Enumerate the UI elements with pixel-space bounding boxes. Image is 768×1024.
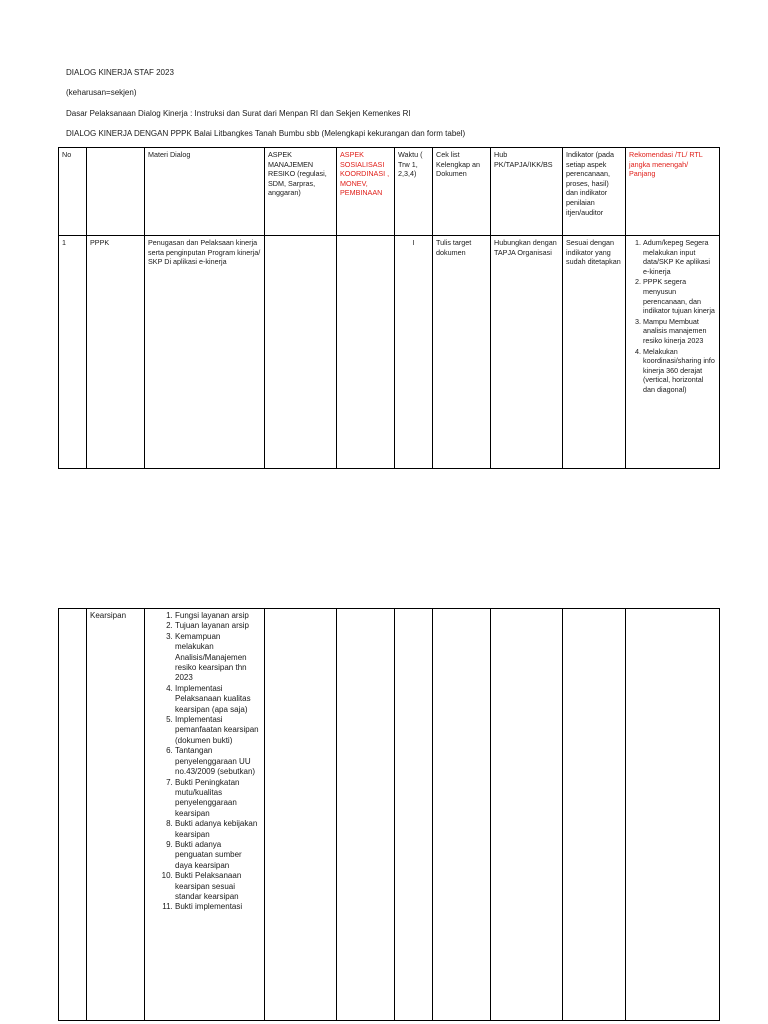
cell-hub: Hubungkan dengan TAPJA Organisasi [491, 236, 563, 469]
list-item: 6. Tantangan penyelenggaraan UU no.43/2009 (sebutkan) [175, 746, 261, 777]
cell-no [59, 609, 87, 1021]
list-item: 1. Fungsi layanan arsip [175, 611, 261, 621]
list-item: 4. Melakukan koordinasi/sharing info kinerja 360 derajat (vertical, horizontal dan diagonal) [643, 347, 716, 395]
kearsipan-list [148, 611, 261, 913]
list-item: 9. Bukti adanya penguatan sumber daya kearsipan [175, 840, 261, 871]
cell-materi [145, 609, 265, 1021]
cell-rekomendasi [626, 609, 720, 1021]
dialog-table [58, 147, 720, 469]
header-waktu: Waktu ( Trw 1, 2,3,4) [395, 148, 433, 236]
table-row [59, 609, 720, 1021]
cell-indikator: Sesuai dengan indikator yang sudah ditetapkan [563, 236, 626, 469]
rekomendasi-list [629, 238, 716, 395]
header-rekomendasi: Rekomendasi /TL/ RTL jangka menengah/ Panjang [626, 148, 720, 236]
list-item: 7. Bukti Peningkatan mutu/kualitas penyelenggaraan kearsipan [175, 778, 261, 820]
cell-no: 1 [59, 236, 87, 469]
header-materi: Materi Dialog [145, 148, 265, 236]
cell-sosialisasi [337, 236, 395, 469]
cell-ceklist [433, 609, 491, 1021]
list-item: 2. Tujuan layanan arsip [175, 621, 261, 631]
header-hub: Hub PK/TAPJA/IKK/BS [491, 148, 563, 236]
list-item: 3. Kemampuan melakukan Analisis/Manajemen resiko kearsipan thn 2023 [175, 632, 261, 684]
table-header-row [59, 148, 720, 236]
cell-materi: Penugasan dan Pelaksaan kinerja serta penginputan Program kinerja/ SKP Di aplikasi e-kinerja [145, 236, 265, 469]
cell-manajemen [265, 609, 337, 1021]
header-indikator: Indikator (pada setiap aspek perencanaan, proses, hasil) dan indikator penilaian itjen/auditor [563, 148, 626, 236]
table-row [59, 236, 720, 469]
list-item: 2. PPPK segera menyusun perencanaan, dan indikator tujuan kinerja [643, 277, 716, 315]
header-ceklist: Cek list Kelengkap an Dokumen [433, 148, 491, 236]
cell-manajemen [265, 236, 337, 469]
list-item: 3. Mampu Membuat analisis manajemen resiko kinerja 2023 [643, 317, 716, 346]
cell-waktu [395, 609, 433, 1021]
cell-rekomendasi [626, 236, 720, 469]
cell-unit: Kearsipan [87, 609, 145, 1021]
cell-ceklist: Tulis target dokumen [433, 236, 491, 469]
list-item: 1. Adum/kepeg Segera melakukan input data/SKP Ke aplikasi e-kinerja [643, 238, 716, 276]
doc-subtitle: (keharusan=sekjen) [66, 88, 137, 97]
cell-waktu: I [395, 236, 433, 469]
doc-basis: Dasar Pelaksanaan Dialog Kinerja : Instruksi dan Surat dari Menpan RI dan Sekjen Kemenkes RI [66, 109, 411, 118]
header-no: No [59, 148, 87, 236]
kearsipan-table [58, 608, 720, 1021]
cell-indikator [563, 609, 626, 1021]
list-item: 4. Implementasi Pelaksanaan kualitas kearsipan (apa saja) [175, 684, 261, 715]
list-item: 5. Implementasi pemanfaatan kearsipan (dokumen bukti) [175, 715, 261, 746]
header-manajemen: ASPEK MANAJEMEN RESIKO (regulasi, SDM, Sarpras, anggaran) [265, 148, 337, 236]
list-item: 8. Bukti adanya kebijakan kearsipan [175, 819, 261, 840]
cell-hub [491, 609, 563, 1021]
cell-sosialisasi [337, 609, 395, 1021]
cell-unit: PPPK [87, 236, 145, 469]
doc-title: DIALOG KINERJA STAF 2023 [66, 68, 174, 77]
doc-context: DIALOG KINERJA DENGAN PPPK Balai Litbangkes Tanah Bumbu sbb (Melengkapi kekurangan dan form tabel) [66, 129, 466, 138]
header-blank [87, 148, 145, 236]
list-item: 10. Bukti Pelaksanaan kearsipan sesuai standar kearsipan [175, 871, 261, 902]
list-item: 11. Bukti implementasi [175, 902, 261, 912]
header-sosialisasi: ASPEK SOSIALISASI KOORDINASI , MONEV, PEMBINAAN [337, 148, 395, 236]
